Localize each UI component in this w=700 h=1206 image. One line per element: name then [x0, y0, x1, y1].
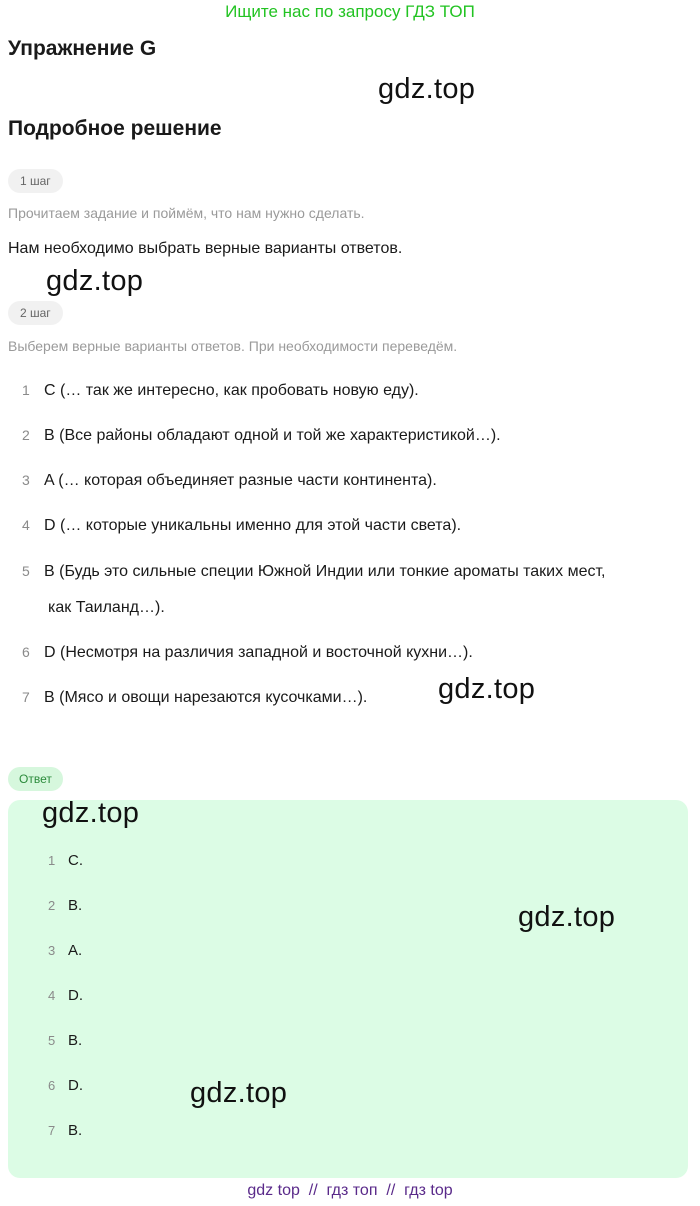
answer-item-number: 5 — [48, 1033, 56, 1048]
answer-item-number: 7 — [48, 1123, 56, 1138]
step-2-badge: 2 шаг — [8, 301, 63, 325]
answer-item-text: C. — [68, 852, 83, 869]
list-item-text: C (… так же интересно, как пробовать новую еду). — [44, 382, 419, 399]
step-1-text: Нам необходимо выбрать верные варианты ответов. — [8, 240, 403, 257]
watermark: gdz.top — [42, 797, 140, 829]
solution-title: Подробное решение — [8, 117, 222, 140]
list-item-number: 3 — [22, 472, 30, 488]
list-item-number: 1 — [22, 382, 30, 398]
list-item-text: B (Все районы обладают одной и той же характеристикой…). — [44, 427, 501, 444]
answer-box — [8, 800, 688, 1178]
watermark: gdz.top — [190, 1077, 288, 1109]
list-item-text-continuation: как Таиланд…). — [48, 599, 165, 616]
answer-item-text: B. — [68, 1032, 83, 1049]
step-2-description: Выберем верные варианты ответов. При необходимости переведём. — [8, 338, 458, 354]
list-item-text: B (Будь это сильные специи Южной Индии или тонкие ароматы таких мест, — [44, 563, 606, 580]
answer-item-number: 4 — [48, 988, 56, 1003]
step-1-badge: 1 шаг — [8, 169, 63, 193]
list-item-number: 4 — [22, 517, 30, 533]
answer-item-text: D. — [68, 1077, 83, 1094]
watermark: gdz.top — [46, 265, 144, 297]
answer-item-number: 3 — [48, 943, 56, 958]
answer-item-number: 1 — [48, 853, 56, 868]
step-1-description: Прочитаем задание и поймём, что нам нужно сделать. — [8, 205, 365, 221]
list-item-text: D (Несмотря на различия западной и восточной кухни…). — [44, 644, 473, 661]
watermark: gdz.top — [378, 73, 476, 105]
answer-item-number: 6 — [48, 1078, 56, 1093]
answer-item-text: B. — [68, 897, 83, 914]
answer-badge: Ответ — [8, 767, 63, 791]
search-banner: Ищите нас по запросу ГДЗ ТОП — [225, 2, 475, 21]
watermark: gdz.top — [438, 673, 536, 705]
exercise-title: Упражнение G — [8, 37, 157, 60]
answer-item-text: B. — [68, 1122, 83, 1139]
list-item-text: D (… которые уникальны именно для этой части света). — [44, 517, 462, 534]
list-item-number: 7 — [22, 689, 30, 705]
footer-links: gdz top // гдз топ // гдз top — [247, 1182, 453, 1199]
list-item-number: 2 — [22, 427, 30, 443]
list-item-number: 6 — [22, 644, 30, 660]
answer-item-text: A. — [68, 942, 83, 959]
list-item-text: B (Мясо и овощи нарезаются кусочками…). — [44, 689, 368, 706]
list-item-text: A (… которая объединяет разные части континента). — [44, 472, 437, 489]
list-item-number: 5 — [22, 563, 30, 579]
watermark: gdz.top — [518, 901, 616, 933]
answer-item-number: 2 — [48, 898, 56, 913]
answer-item-text: D. — [68, 987, 83, 1004]
